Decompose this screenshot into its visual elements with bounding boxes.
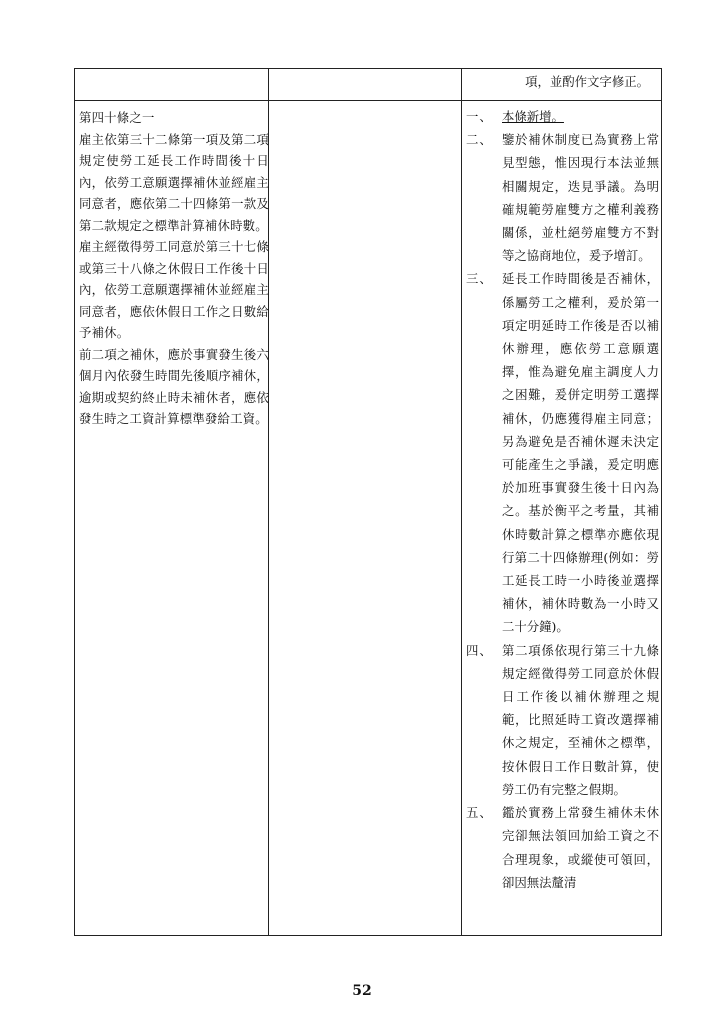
right-column-cell <box>466 105 659 894</box>
note-number: 三、 <box>466 271 493 287</box>
note-item-2 <box>466 128 659 267</box>
left-column-cell <box>79 107 269 430</box>
article-paragraph-2: 雇主經徵得勞工同意於第三十七條或第三十八條之休假日工作後十日內，依勞工意願選擇補休並經雇主同意者，應依休假日工作之日數給予補休。 <box>79 239 269 340</box>
note-item-4 <box>466 639 659 801</box>
note-text: 鑒於補休制度已為實務上常見型態，惟因現行本法並無相關規定，迭見爭議。為明確規範勞雇雙方之權利義務關係，並杜絕勞雇雙方不對等之協商地位，爰予增訂。 <box>502 132 659 264</box>
note-text: 本條新增。 <box>502 109 564 124</box>
note-text: 延長工作時間後是否補休，係屬勞工之權利，爰於第一項定明延時工作後是否以補休辦理，應依勞工意願選擇，惟為避免雇主調度人力之困難，爰併定明勞工選擇補休，仍應獲得雇主同意；另為避免是否補休遲未決定可能產生之爭議，爰定明應於加班事實發生後十日內為之。基於衡平之考量，其補休時數計算之標準亦應依現行第二十四條辦理(例如：勞工延長工時一小時後並選擇補休，補休時數為一小時又二十分鐘)。 <box>502 271 659 635</box>
note-item-3 <box>466 267 659 638</box>
note-number: 四、 <box>466 642 493 658</box>
note-number: 一、 <box>466 109 493 124</box>
note-text: 鑑於實務上常發生補休未休完卻無法領回加給工資之不合理現象，或縱使可領回，卻因無法釐清 <box>502 805 659 890</box>
article-paragraph-1: 雇主依第三十二條第一項及第二項規定使勞工延長工作時間後十日內，依勞工意願選擇補休並經雇主同意者，應依第二十四條第一款及第二款規定之標準計算補休時數。 <box>79 131 269 233</box>
note-number: 二、 <box>466 132 493 148</box>
column-divider-2 <box>461 69 462 935</box>
row-divider <box>75 100 661 101</box>
page-number: 52 <box>352 983 372 999</box>
note-number: 五、 <box>466 805 493 821</box>
note-text: 第二項係依現行第三十九條規定經徵得勞工同意於休假日工作後以補休辦理之規範，比照延時工資改選擇補休之規定，至補休之標準，按休假日工作日數計算，使勞工仍有完整之假期。 <box>502 642 659 797</box>
article-title: 第四十條之一 <box>79 110 155 125</box>
article-paragraph-3: 前二項之補休，應於事實發生後六個月內依發生時間先後順序補休，逾期或契約終止時未補休者，應依發生時之工資計算標準發給工資。 <box>79 346 269 426</box>
top-row-right-cell: 項，並酌作文字修正。 <box>525 74 649 89</box>
note-item-5 <box>466 801 659 894</box>
comparison-table <box>74 68 662 936</box>
note-item-1 <box>466 105 659 128</box>
